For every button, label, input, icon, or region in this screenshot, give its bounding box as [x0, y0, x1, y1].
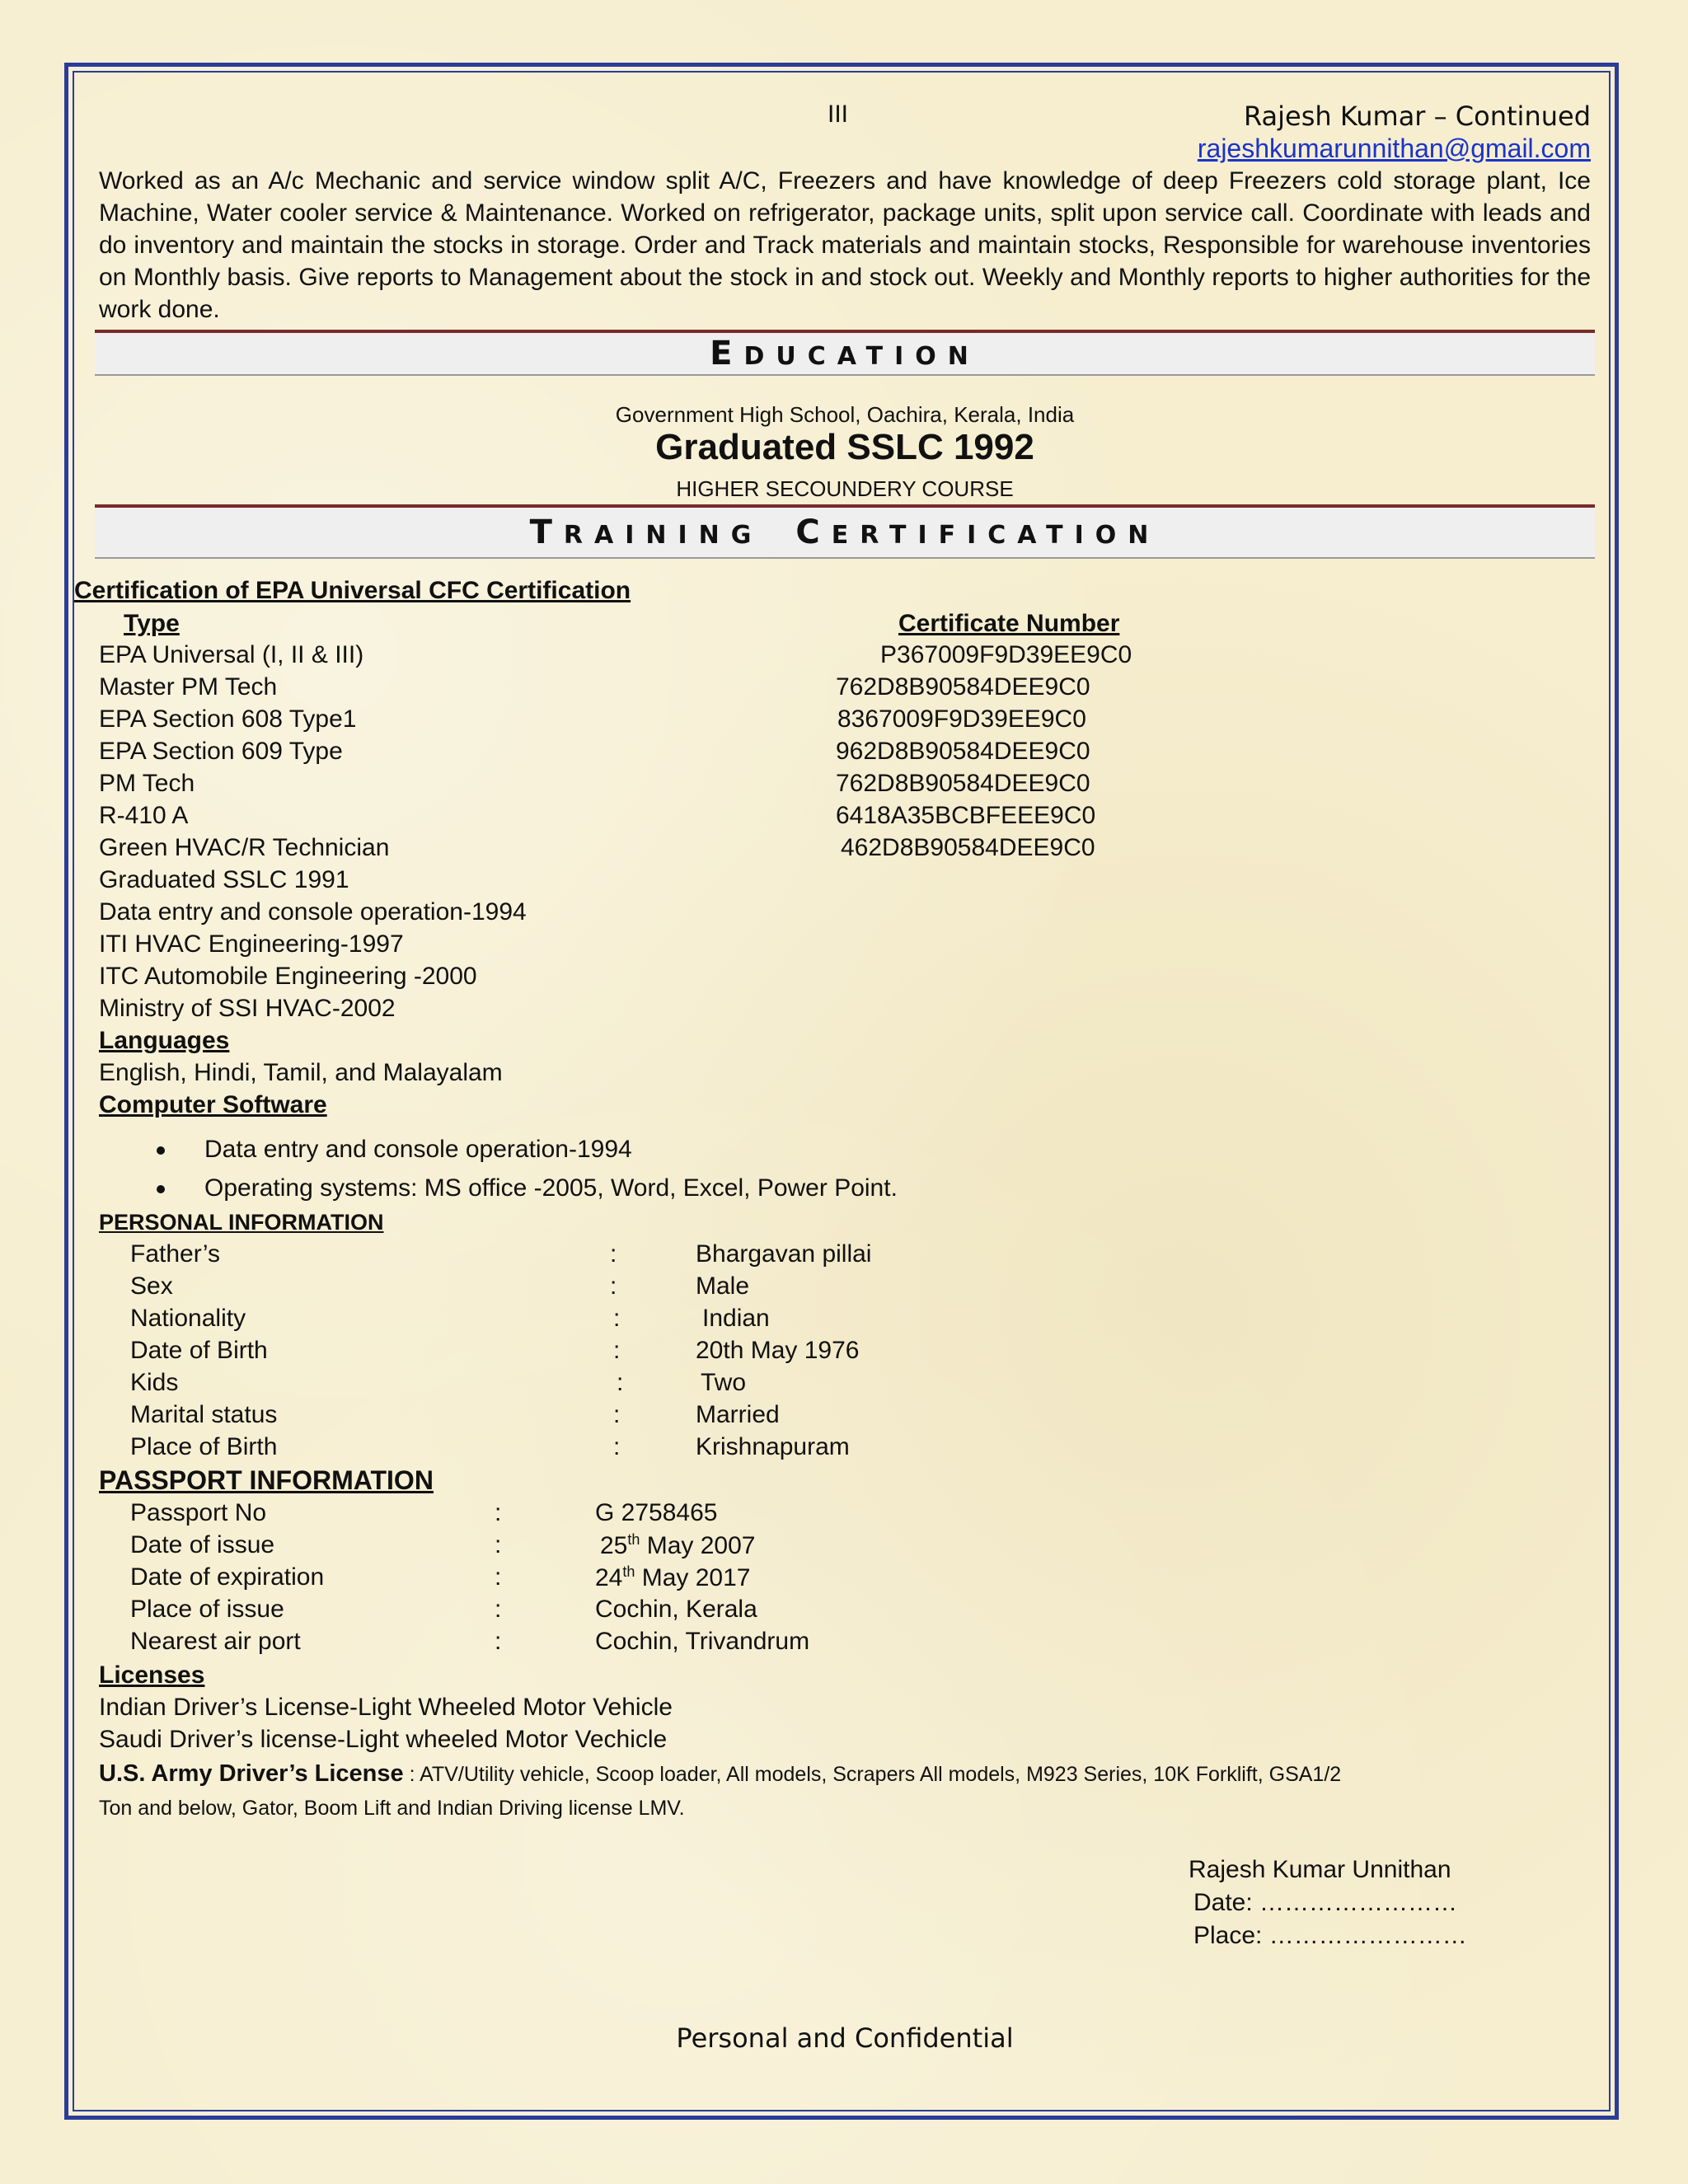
education-section-bar — [95, 330, 1595, 376]
footer-confidential: Personal and Confidential — [676, 2022, 1014, 2054]
cert-number: 6418A35BCBFEEE9C0 — [836, 802, 1096, 829]
other-certification: Graduated SSLC 1991 — [99, 866, 349, 893]
cert-number: P367009F9D39EE9C0 — [880, 641, 1132, 668]
passport-value: Cochin, Trivandrum — [595, 1628, 810, 1655]
section-title-education: EDUCATION — [710, 335, 980, 373]
personal-heading: PERSONAL INFORMATION — [99, 1210, 384, 1235]
personal-label: Sex — [130, 1272, 173, 1300]
training-section-bar — [95, 504, 1595, 559]
bullet-icon — [157, 1146, 165, 1155]
software-list-item: Operating systems: MS office -2005, Word, Excel, Power Point. — [157, 1174, 898, 1202]
cert-number: 462D8B90584DEE9C0 — [841, 834, 1095, 861]
personal-value: Bhargavan pillai — [696, 1240, 872, 1268]
colon: : — [610, 1272, 617, 1300]
colon: : — [613, 1305, 621, 1332]
languages-value: English, Hindi, Tamil, and Malayalam — [99, 1059, 503, 1086]
cert-heading: Certification of EPA Universal CFC Certification — [74, 577, 631, 604]
personal-value: Male — [696, 1272, 750, 1300]
cert-type: EPA Section 609 Type — [99, 738, 343, 765]
army-license-label: U.S. Army Driver’s License — [99, 1760, 404, 1787]
personal-value: Married — [696, 1401, 780, 1428]
cert-type: R-410 A — [99, 802, 189, 829]
signature-name: Rajesh Kumar Unnithan — [1189, 1856, 1451, 1883]
cert-type: Green HVAC/R Technician — [99, 834, 390, 861]
col-header-type: Type — [124, 610, 180, 637]
passport-label: Date of expiration — [130, 1563, 325, 1591]
passport-heading: PASSPORT INFORMATION — [99, 1465, 434, 1495]
passport-value: 24th May 2017 — [595, 1563, 751, 1591]
cert-type: EPA Universal (I, II & III) — [99, 641, 364, 668]
bullet-icon — [157, 1185, 165, 1193]
cert-type: Master PM Tech — [99, 673, 278, 701]
other-certification: ITI HVAC Engineering-1997 — [99, 930, 404, 958]
passport-label: Place of issue — [130, 1596, 284, 1623]
other-certification: Data entry and console operation-1994 — [99, 898, 527, 926]
personal-label: Marital status — [130, 1401, 278, 1428]
colon: : — [495, 1628, 502, 1655]
passport-label: Nearest air port — [130, 1628, 301, 1655]
cert-number: 962D8B90584DEE9C0 — [836, 738, 1090, 765]
army-license-text: : ATV/Utility vehicle, Scoop loader, All models, Scrapers All models, M923 Series, 10K Forklift, GSA1/2 — [403, 1763, 1342, 1786]
army-license-text-2: Ton and below, Gator, Boom Lift and Indian Driving license LMV. — [99, 1797, 685, 1820]
colon: : — [613, 1401, 621, 1428]
colon: : — [613, 1433, 621, 1460]
header-name: Rajesh Kumar – Continued — [1244, 101, 1591, 132]
licenses-heading: Licenses — [99, 1661, 205, 1689]
license-item: Saudi Driver’s license-Light wheeled Motor Vechicle — [99, 1726, 668, 1753]
degree-title: Graduated SSLC 1992 — [655, 427, 1034, 467]
signature-date: Date: …………………… — [1193, 1889, 1458, 1916]
license-item: Indian Driver’s License-Light Wheeled Motor Vehicle — [99, 1694, 673, 1721]
email-link[interactable]: rajeshkumarunnithan@gmail.com — [1197, 134, 1591, 163]
other-certification: ITC Automobile Engineering -2000 — [99, 963, 477, 990]
colon: : — [613, 1337, 621, 1364]
course-name: HIGHER SECOUNDERY COURSE — [676, 476, 1014, 501]
personal-label: Nationality — [130, 1305, 246, 1332]
personal-value: Indian — [702, 1305, 770, 1332]
passport-label: Passport No — [130, 1499, 267, 1526]
software-list-item: Data entry and console operation-1994 — [157, 1136, 632, 1164]
intro-paragraph: Worked as an A/c Mechanic and service window split A/C, Freezers and have knowledge of deep Freezers cold storage plant, Ice Machine, Water cooler service & Maintenance. Worked on refrigerator, package units, split upon service call. Coordinate with leads and do inventory and maintain the stocks in storage. Order and Track materials and maintain stocks, Responsible for warehouse inventories on Monthly basis. Give reports to Management about the stock in and stock out. Weekly and Monthly reports to higher authorities for the work done. — [99, 167, 1591, 323]
personal-value: Two — [701, 1369, 747, 1396]
cert-number: 8367009F9D39EE9C0 — [837, 705, 1086, 733]
cert-number: 762D8B90584DEE9C0 — [836, 770, 1090, 797]
col-header-number: Certificate Number — [898, 610, 1120, 637]
personal-value: 20th May 1976 — [696, 1337, 860, 1364]
school-name: Government High School, Oachira, Kerala, India — [615, 402, 1075, 427]
cert-type: EPA Section 608 Type1 — [99, 705, 357, 733]
passport-value: 25th May 2007 — [600, 1531, 756, 1559]
colon: : — [495, 1499, 502, 1526]
personal-label: Father’s — [130, 1240, 220, 1268]
passport-value: G 2758465 — [595, 1499, 718, 1526]
personal-label: Kids — [130, 1369, 179, 1396]
colon: : — [495, 1531, 502, 1558]
colon: : — [610, 1240, 617, 1268]
cert-type: PM Tech — [99, 770, 195, 797]
languages-heading: Languages — [99, 1027, 230, 1054]
page-number: III — [828, 101, 849, 128]
army-license-line — [99, 1760, 1341, 1788]
colon: : — [617, 1369, 624, 1396]
signature-place: Place: …………………… — [1193, 1922, 1467, 1949]
colon: : — [495, 1596, 502, 1623]
other-certification: Ministry of SSI HVAC-2002 — [99, 995, 396, 1022]
cert-number: 762D8B90584DEE9C0 — [836, 673, 1090, 701]
personal-label: Date of Birth — [130, 1337, 268, 1364]
passport-label: Date of issue — [130, 1531, 275, 1558]
passport-value: Cochin, Kerala — [595, 1596, 757, 1623]
personal-value: Krishnapuram — [696, 1433, 850, 1460]
personal-label: Place of Birth — [130, 1433, 278, 1460]
section-title-training: TRAINING CERTIFICATION — [529, 513, 1160, 551]
colon: : — [495, 1563, 502, 1591]
software-heading: Computer Software — [99, 1091, 327, 1118]
